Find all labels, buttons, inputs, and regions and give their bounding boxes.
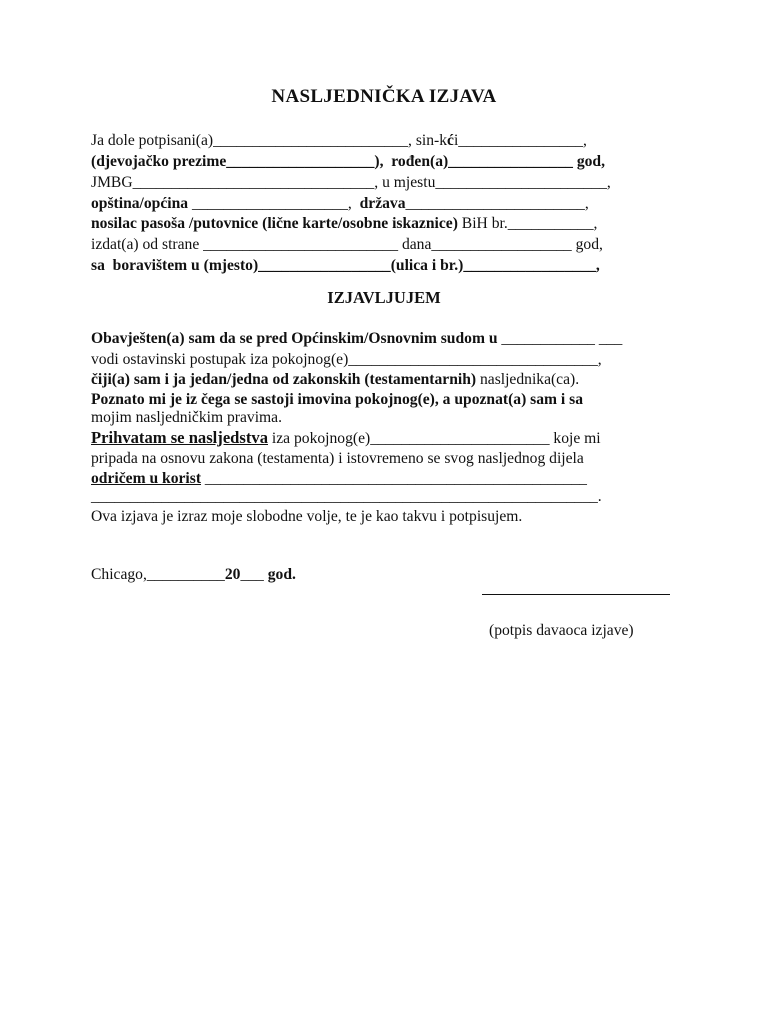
text: i________________, xyxy=(453,132,587,149)
line-maiden-name xyxy=(91,152,605,172)
line-renounce xyxy=(91,469,587,489)
line-signatory xyxy=(91,131,587,151)
text: BiH br.___________, xyxy=(457,215,598,232)
section-heading: IZJAVLJUJEM xyxy=(327,288,441,307)
text: Obavješten(a) sam da se pred Općinskim/Osnovnim sudom u xyxy=(91,330,498,347)
line-heirs xyxy=(91,370,579,390)
text: ____________ ___ xyxy=(497,330,623,347)
text: en(a)________________ god, xyxy=(414,153,605,170)
document-title: NASLJEDNIČKA IZJAVA xyxy=(271,86,497,107)
text: đ xyxy=(405,153,415,170)
text: iza pokojnog(e)_______________________ koje mi xyxy=(268,430,601,447)
line-assets: Poznato mi je iz čega se sastoji imovina pokojnog(e), a upoznat(a) sam i sa xyxy=(91,391,584,408)
text: Prihvatam se nasljedstva xyxy=(91,428,268,447)
line-accept-inheritance xyxy=(91,428,601,449)
place-date-line xyxy=(91,565,296,585)
line-issued-by: izdat(a) od strane _________________________ dana__________________ god, xyxy=(91,236,603,253)
god-label: god. xyxy=(263,566,296,583)
line-court xyxy=(91,329,622,349)
line-passport xyxy=(91,214,597,234)
signature-caption: (potpis davaoca izjave) xyxy=(489,622,634,639)
line-jmbg: JMBG_______________________________, u mjestu______________________, xyxy=(91,174,611,191)
line-rights: mojim nasljedničkim pravima. xyxy=(91,409,282,426)
text: država xyxy=(355,195,406,212)
text: nosilac pasoša /putovnice (lične karte/osobne iskaznice) xyxy=(91,215,458,232)
year-blank: ___ xyxy=(240,566,264,583)
text: _________________________________________________ xyxy=(201,470,587,487)
year-prefix: 20 xyxy=(224,566,241,583)
line-residence: sa boravištem u (mjesto)_________________(ulica i br.)_________________, xyxy=(91,257,600,274)
text: ć xyxy=(447,132,454,149)
line-blank: _________________________________________________________________. xyxy=(91,488,602,505)
line-municipality xyxy=(91,194,589,214)
text: nasljednika(ca). xyxy=(476,371,580,388)
signature-line xyxy=(482,594,670,595)
text: odričem u korist xyxy=(91,470,202,487)
line-probate: vodi ostavinski postupak iza pokojnog(e)________________________________, xyxy=(91,351,602,368)
line-legal-basis: pripada na osnovu zakona (testamenta) i istovremeno se svog nasljednog dijela xyxy=(91,450,584,467)
text: čiji(a) sam i ja jedan/jedna od zakonskih (testamentarnih) xyxy=(91,371,477,388)
text: Ja dole potpisani(a)_________________________, sin-k xyxy=(91,132,448,149)
text: _______________________, xyxy=(405,195,589,212)
line-free-will: Ova izjava je izraz moje slobodne volje, te je kao takvu i potpisujem. xyxy=(91,508,523,525)
place: Chicago,__________ xyxy=(91,566,225,583)
text: opština/općina xyxy=(91,195,189,212)
text: ____________________, xyxy=(188,195,356,212)
text: (djevojačko prezime___________________), ro xyxy=(91,153,406,170)
